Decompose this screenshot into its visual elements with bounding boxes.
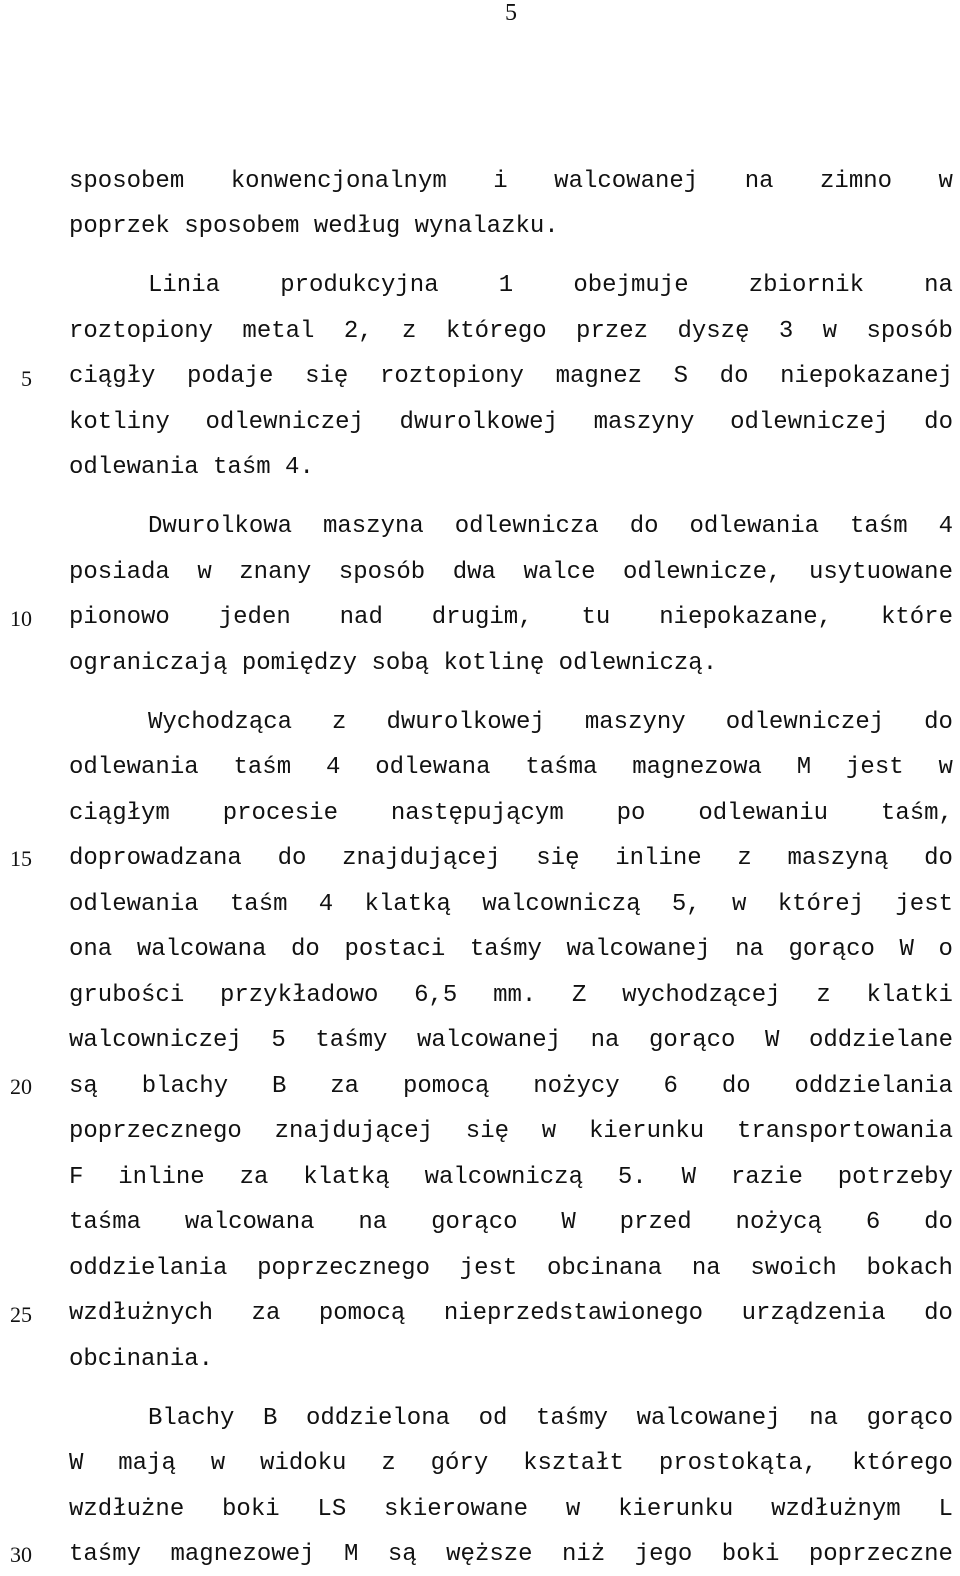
word: W — [561, 1209, 576, 1236]
word: swoich — [750, 1255, 837, 1282]
word: posiada — [69, 559, 170, 586]
word: odlewania — [69, 891, 199, 918]
word: odlewniczej — [205, 409, 364, 436]
word: odlewniczej — [725, 709, 885, 736]
word: niepokazane, — [659, 604, 833, 631]
word: Dwurolkowa — [148, 513, 293, 540]
word: taśma — [69, 1209, 142, 1236]
word: 5. — [617, 1164, 647, 1191]
word: boki — [222, 1496, 280, 1523]
word: taśmy — [535, 1405, 608, 1432]
word: walcowniczą — [424, 1164, 583, 1191]
word: wzdłużnym — [771, 1496, 901, 1523]
word: magnezowej — [170, 1541, 315, 1568]
word: mają — [118, 1450, 176, 1477]
word: maszyny — [584, 709, 686, 736]
text-line — [148, 1405, 953, 1433]
word: tu — [581, 604, 611, 631]
word: bokach — [866, 1255, 953, 1282]
word: w — [197, 559, 212, 586]
word: walcowanej — [554, 168, 699, 195]
word: zbiornik — [748, 272, 864, 299]
word: znany — [239, 559, 312, 586]
word: 3 — [778, 318, 794, 345]
word: jeden — [218, 604, 291, 631]
word: W — [899, 936, 914, 963]
word: przez — [576, 318, 649, 345]
word: odlewnicze, — [623, 559, 782, 586]
word: ona — [69, 936, 113, 963]
word: po — [616, 800, 646, 827]
word: kotliny — [69, 409, 170, 436]
word: obejmuje — [573, 272, 689, 299]
word: na — [735, 936, 764, 963]
word: walce — [523, 559, 596, 586]
line-number-15: 15 — [10, 846, 32, 871]
word: taśm — [229, 891, 288, 918]
word: walcowana — [136, 936, 267, 963]
word: oddzielania — [69, 1255, 228, 1282]
word: blachy — [141, 1073, 229, 1100]
word: za — [251, 1300, 281, 1327]
word: jest — [459, 1255, 518, 1282]
word: Z — [572, 982, 587, 1009]
word: gorąco — [648, 1027, 736, 1054]
word: grubości — [69, 982, 185, 1009]
word: inline — [615, 845, 702, 872]
word: produkcyjna — [280, 272, 439, 299]
word: odlewaniu — [698, 800, 828, 827]
word: dwurolkowej — [386, 709, 545, 736]
word: roztopiony — [379, 363, 524, 390]
word: odlewana — [375, 754, 491, 781]
word: wzdłużne — [69, 1496, 185, 1523]
word: usytuowane — [808, 559, 953, 586]
word: sposób — [338, 559, 426, 586]
word: L — [938, 1496, 953, 1523]
page-number: 5 — [505, 0, 517, 26]
line-number-5: 5 — [21, 366, 32, 391]
text-line — [69, 982, 953, 1010]
word: do — [924, 1209, 953, 1236]
word: obcinana — [546, 1255, 663, 1282]
word: znajdującej — [274, 1118, 434, 1145]
word: maszyny — [593, 409, 695, 436]
word: oddzielane — [808, 1027, 953, 1054]
word: następującym — [390, 800, 564, 827]
word: drugim, — [431, 604, 533, 631]
word: klatką — [364, 891, 451, 918]
text-line — [69, 604, 953, 632]
word: F — [69, 1164, 84, 1191]
text-line — [69, 318, 953, 346]
word: w — [938, 754, 953, 781]
word: S — [673, 363, 689, 390]
word: znajdującej — [342, 845, 501, 872]
text-line — [69, 1300, 953, 1328]
word: 5, — [671, 891, 701, 918]
text-line: odlewania taśm 4. — [69, 454, 314, 481]
word: w — [565, 1496, 581, 1523]
word: Blachy — [148, 1405, 235, 1432]
word: za — [239, 1164, 269, 1191]
word: metal — [242, 318, 315, 345]
word: w — [541, 1118, 557, 1145]
word: góry — [430, 1450, 489, 1477]
text-line — [69, 1118, 953, 1146]
text-line — [69, 168, 953, 196]
text-line — [148, 272, 953, 300]
word: 6 — [663, 1073, 678, 1100]
word: konwencjonalnym — [230, 168, 447, 195]
word: z — [737, 845, 752, 872]
word: nożycy — [533, 1073, 620, 1100]
word: do — [291, 936, 320, 963]
word: nad — [339, 604, 383, 631]
word: do — [629, 513, 659, 540]
line-number-30: 30 — [10, 1542, 32, 1567]
text-line — [69, 936, 953, 964]
word: do — [924, 845, 953, 872]
word: do — [924, 1300, 953, 1327]
word: LS — [317, 1496, 347, 1523]
word: niż — [562, 1541, 606, 1568]
text-line — [69, 559, 953, 587]
text-line — [69, 800, 953, 828]
word: są — [69, 1073, 98, 1100]
word: prostokąta, — [658, 1450, 818, 1477]
text-line — [69, 1027, 953, 1055]
word: do — [277, 845, 307, 872]
text-line — [148, 709, 953, 737]
word: magnezowa — [632, 754, 762, 781]
word: i — [493, 168, 508, 195]
text-line — [69, 845, 953, 873]
word: 5 — [271, 1027, 286, 1054]
text-line — [69, 409, 953, 437]
word: W — [764, 1027, 780, 1054]
word: taśma — [525, 754, 598, 781]
word: którego — [852, 1450, 953, 1477]
word: taśmy — [469, 936, 542, 963]
word: W — [681, 1164, 696, 1191]
word: węższe — [446, 1541, 533, 1568]
word: odlewania — [69, 754, 199, 781]
line-number-25: 25 — [10, 1302, 32, 1327]
word: ciągły — [69, 363, 156, 390]
word: taśmy — [315, 1027, 388, 1054]
text-line — [69, 754, 953, 782]
word: się — [305, 363, 349, 390]
word: do — [719, 363, 749, 390]
word: są — [387, 1541, 417, 1568]
word: 6,5 — [414, 982, 458, 1009]
word: oddzielania — [794, 1073, 953, 1100]
word: 6 — [865, 1209, 881, 1236]
line-number-20: 20 — [10, 1074, 32, 1099]
word: sposobem — [69, 168, 185, 195]
text-line — [69, 891, 953, 919]
word: walcowanej — [416, 1027, 562, 1054]
word: odlewania — [689, 513, 820, 540]
word: dyszę — [677, 318, 750, 345]
word: jest — [895, 891, 953, 918]
word: z — [816, 982, 831, 1009]
word: w — [210, 1450, 226, 1477]
word: poprzecznego — [257, 1255, 430, 1282]
word: B — [271, 1073, 287, 1100]
word: kształt — [523, 1450, 624, 1477]
word: M — [343, 1541, 359, 1568]
text-line — [69, 363, 953, 391]
word: którego — [445, 318, 547, 345]
word: jest — [846, 754, 904, 781]
text-line — [69, 1255, 953, 1283]
word: które — [880, 604, 953, 631]
word: 1 — [498, 272, 514, 299]
word: postaci — [344, 936, 446, 963]
text-line: obcinania. — [69, 1346, 214, 1373]
word: Wychodząca — [148, 709, 293, 736]
word: pomocą — [318, 1300, 406, 1327]
word: M — [796, 754, 812, 781]
word: widoku — [260, 1450, 347, 1477]
word: w — [822, 318, 838, 345]
word: roztopiony — [69, 318, 214, 345]
word: dwurolkowej — [399, 409, 558, 436]
line-number-10: 10 — [10, 606, 32, 631]
word: 2, — [343, 318, 373, 345]
word: przykładowo — [219, 982, 379, 1009]
word: na — [744, 168, 774, 195]
text-line — [69, 1209, 953, 1237]
word: się — [536, 845, 580, 872]
word: wzdłużnych — [69, 1300, 214, 1327]
word: z — [332, 709, 347, 736]
word: z — [381, 1450, 396, 1477]
word: wychodzącej — [622, 982, 781, 1009]
word: gorąco — [866, 1405, 953, 1432]
word: na — [691, 1255, 721, 1282]
word: sposób — [866, 318, 953, 345]
word: kierunku — [618, 1496, 734, 1523]
word: gorąco — [431, 1209, 518, 1236]
word: na — [809, 1405, 838, 1432]
word: urządzenia — [741, 1300, 886, 1327]
word: do — [721, 1073, 751, 1100]
word: pionowo — [69, 604, 170, 631]
word: poprzecznego — [69, 1118, 242, 1145]
word: W — [69, 1450, 84, 1477]
word: taśmy — [69, 1541, 142, 1568]
word: poprzeczne — [808, 1541, 953, 1568]
word: oddzielona — [305, 1405, 451, 1432]
word: odlewnicza — [454, 513, 599, 540]
word: walcowniczej — [69, 1027, 242, 1054]
word: mm. — [493, 982, 537, 1009]
word: maszyna — [322, 513, 424, 540]
word: której — [777, 891, 865, 918]
word: się — [465, 1118, 510, 1145]
word: na — [924, 272, 953, 299]
word: razie — [730, 1164, 803, 1191]
text-line — [69, 1073, 953, 1101]
word: maszyną — [787, 845, 889, 872]
word: o — [938, 936, 953, 963]
word: w — [732, 891, 747, 918]
word: jego — [634, 1541, 693, 1568]
word: taśm, — [880, 800, 953, 827]
text-line — [69, 1164, 953, 1192]
word: niepokazanej — [780, 363, 953, 390]
word: do — [924, 709, 953, 736]
word: przed — [619, 1209, 692, 1236]
text-line: ograniczają pomiędzy sobą kotlinę odlewniczą. — [69, 650, 718, 677]
word: 4 — [938, 513, 953, 540]
text-line: poprzek sposobem według wynalazku. — [69, 213, 559, 240]
word: walcowanej — [566, 936, 711, 963]
word: odlewniczej — [730, 409, 889, 436]
word: taśm — [850, 513, 908, 540]
text-line — [148, 513, 953, 541]
word: potrzeby — [837, 1164, 953, 1191]
word: od — [478, 1405, 508, 1432]
word: klatki — [866, 982, 953, 1009]
word: boki — [721, 1541, 780, 1568]
word: 4 — [325, 754, 341, 781]
word: transportowania — [736, 1118, 953, 1145]
text-line — [69, 1496, 953, 1524]
word: kierunku — [588, 1118, 705, 1145]
word: pomocą — [402, 1073, 490, 1100]
word: podaje — [187, 363, 274, 390]
word: taśm — [233, 754, 292, 781]
word: doprowadzana — [69, 845, 242, 872]
word: skierowane — [384, 1496, 529, 1523]
text-line — [69, 1450, 953, 1478]
word: na — [358, 1209, 388, 1236]
word: walcowniczą — [482, 891, 641, 918]
text-line — [69, 1541, 953, 1569]
word: Linia — [148, 272, 221, 299]
word: na — [590, 1027, 620, 1054]
word: walcowana — [184, 1209, 315, 1236]
word: zimno — [820, 168, 893, 195]
word: 4 — [318, 891, 334, 918]
word: nieprzedstawionego — [443, 1300, 704, 1327]
word: magnez — [555, 363, 643, 390]
word: walcowanej — [636, 1405, 781, 1432]
word: gorąco — [788, 936, 875, 963]
word: klatką — [303, 1164, 390, 1191]
word: nożycą — [735, 1209, 822, 1236]
word: z — [402, 318, 417, 345]
word: B — [263, 1405, 278, 1432]
word: do — [924, 409, 953, 436]
word: dwa — [452, 559, 496, 586]
word: procesie — [222, 800, 338, 827]
word: w — [938, 168, 953, 195]
word: ciągłym — [69, 800, 170, 827]
word: inline — [118, 1164, 205, 1191]
word: za — [330, 1073, 360, 1100]
